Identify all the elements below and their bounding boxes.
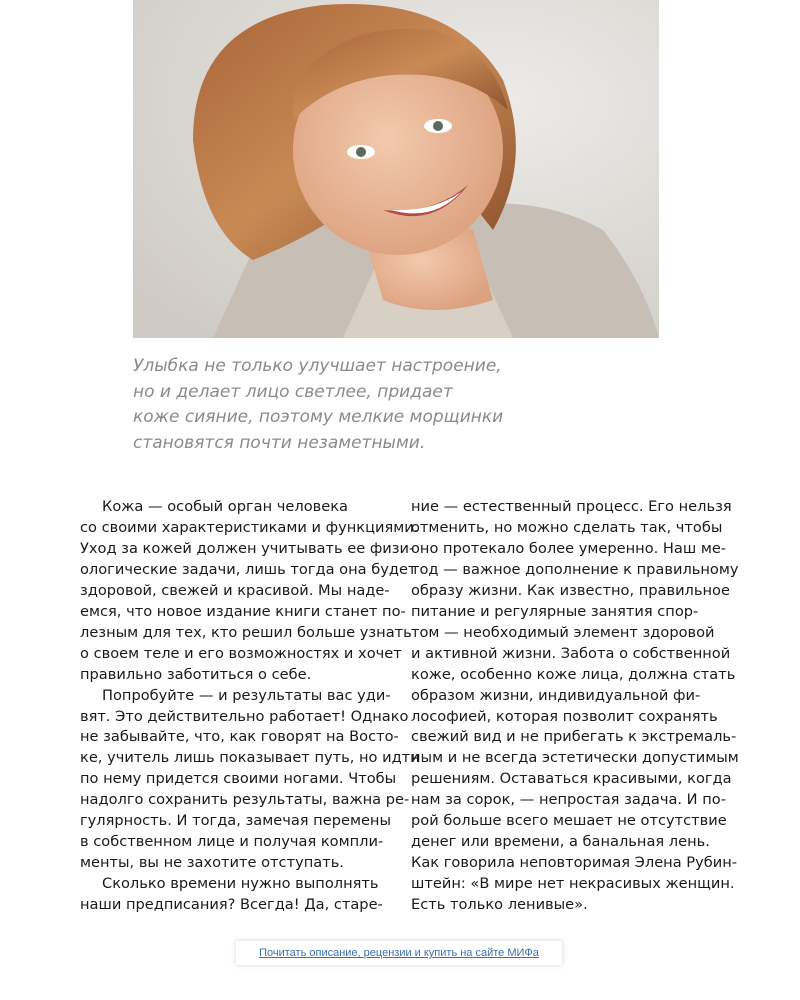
- left-text-column: [80, 497, 420, 916]
- text-line: образом жизни, индивидуальной фи-: [411, 686, 701, 704]
- text-line: по нему придется своими ногами. Чтобы: [80, 770, 397, 788]
- text-line: наши предписания? Всегда! Да, старе-: [80, 896, 383, 914]
- text-line: рой больше всего мешает не отсутствие: [411, 812, 727, 830]
- text-line: вят. Это действительно работает! Однако: [80, 707, 409, 725]
- caption-line: становятся почти незаметными.: [133, 432, 426, 453]
- text-line: менты, вы не захотите отступать.: [80, 854, 344, 872]
- mif-store-link[interactable]: Почитать описание, рецензии и купить на сайте МИФа: [236, 941, 562, 965]
- text-line: свежий вид и не прибегать к экстремаль-: [411, 728, 737, 746]
- text-line: Уход за кожей должен учитывать ее физи-: [80, 539, 415, 557]
- text-line: здоровой, свежей и красивой. Мы наде-: [80, 581, 390, 599]
- text-line: емся, что новое издание книги станет по-: [80, 602, 406, 620]
- text-line: Есть только ленивые».: [411, 896, 588, 914]
- text-line: ологические задачи, лишь тогда она будет: [80, 560, 417, 578]
- text-line: том — необходимый элемент здоровой: [411, 623, 715, 641]
- right-text-column: [411, 497, 739, 916]
- text-line: в собственном лице и получая компли-: [80, 833, 384, 851]
- caption-line: но и делает лицо светлее, придает: [133, 381, 453, 402]
- text-line: о своем теле и его возможностях и хочет: [80, 644, 402, 662]
- text-line: Сколько времени нужно выполнять: [102, 875, 379, 893]
- text-line: лезным для тех, кто решил больше узнать: [80, 623, 412, 641]
- text-line: Кожа — особый орган человека: [102, 498, 348, 515]
- text-line: лософией, которая позволит сохранять: [411, 707, 718, 725]
- text-line: Попробуйте — и результаты вас уди-: [102, 686, 391, 704]
- smiling-woman-illustration: [133, 0, 659, 338]
- text-line: надолго сохранить результаты, важна ре-: [80, 791, 410, 809]
- caption-line: Улыбка не только улучшает настроение,: [133, 356, 502, 376]
- text-line: ным и не всегда эстетически допустимым: [411, 749, 739, 767]
- photo-caption: [133, 354, 553, 456]
- text-line: штейн: «В мире нет некрасивых женщин.: [411, 875, 735, 893]
- text-line: питание и регулярные занятия спор-: [411, 602, 699, 620]
- text-line: денег или времени, а банальная лень.: [411, 833, 710, 851]
- text-line: не забывайте, что, как говорят на Восто-: [80, 728, 399, 746]
- caption-line: коже сияние, поэтому мелкие морщинки: [133, 407, 504, 427]
- text-line: ке, учитель лишь показывает путь, но идти: [80, 749, 420, 767]
- text-line: Как говорила неповторимая Элена Рубин-: [411, 854, 738, 872]
- text-line: решениям. Оставаться красивыми, когда: [411, 770, 732, 788]
- text-line: ние — естественный процесс. Его нельзя: [411, 498, 732, 515]
- text-line: тод — важное дополнение к правильному: [411, 560, 739, 578]
- text-line: нам за сорок, — непростая задача. И по-: [411, 791, 726, 809]
- text-line: оно протекало более умеренно. Наш ме-: [411, 539, 727, 557]
- text-line: правильно заботиться о себе.: [80, 665, 312, 683]
- text-line: и активной жизни. Забота о собственной: [411, 644, 731, 662]
- text-line: отменить, но можно сделать так, чтобы: [411, 518, 723, 536]
- text-line: со своими характеристиками и функциями.: [80, 518, 419, 536]
- text-line: гулярность. И тогда, замечая перемены: [80, 812, 392, 830]
- text-line: коже, особенно коже лица, должна стать: [411, 665, 736, 683]
- woman-photo: [133, 0, 659, 338]
- text-line: образу жизни. Как известно, правильное: [411, 581, 730, 599]
